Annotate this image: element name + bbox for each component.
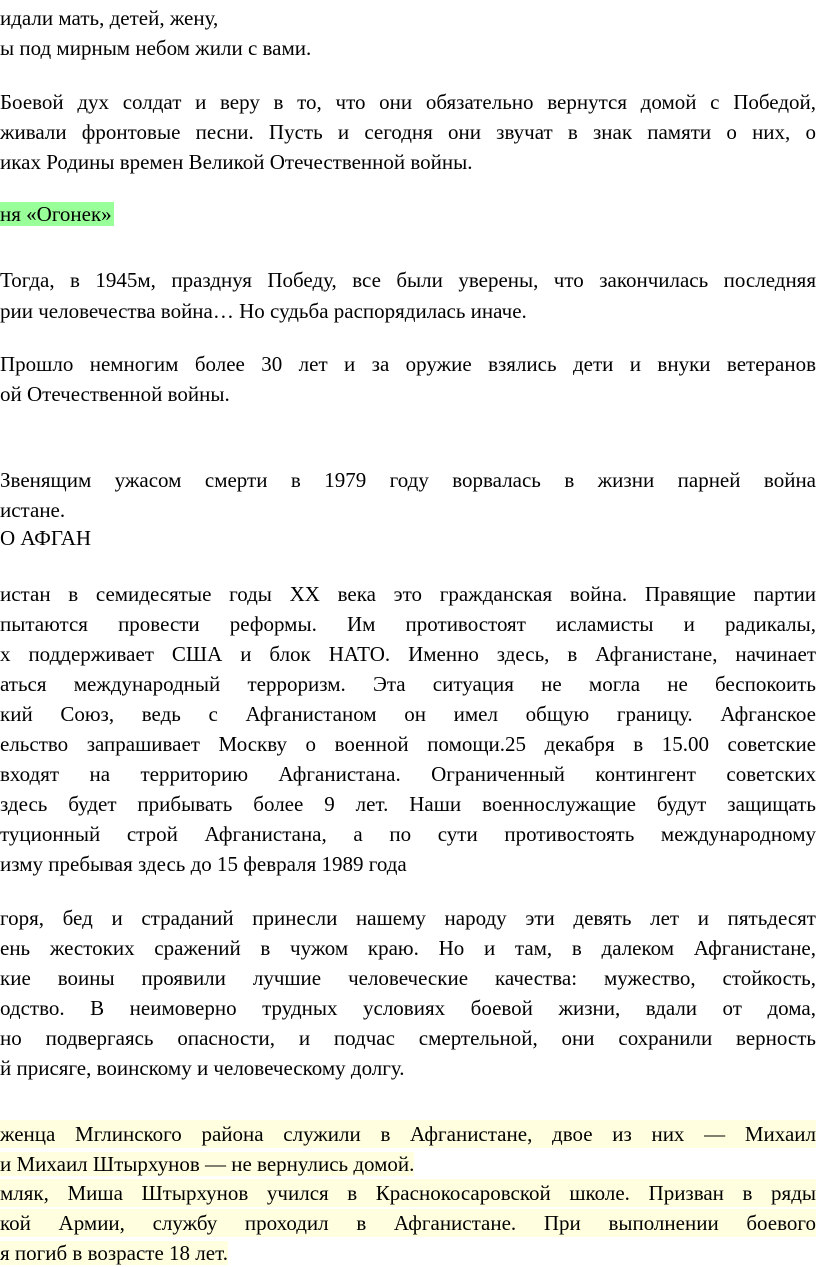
text-line-content: й присяге, воинскому и человеческому долгу. bbox=[0, 1056, 405, 1080]
text-line bbox=[0, 350, 816, 378]
text-line bbox=[0, 964, 816, 992]
text-line-content: Прошло немногим более 30 лет и за оружие взялись дети и внуки ветеранов bbox=[0, 352, 816, 376]
text-line-content: входят на территорию Афганистана. Ограниченный контингент советских bbox=[0, 762, 816, 786]
text-line-content: ы под мирным небом жили с вами. bbox=[0, 36, 312, 60]
text-line-content: кий Союз, ведь с Афганистаном он имел общую границу. Афганское bbox=[0, 702, 816, 726]
text-line bbox=[0, 580, 816, 608]
text-line bbox=[0, 1179, 816, 1207]
text-line bbox=[0, 904, 816, 932]
text-line bbox=[0, 1054, 816, 1082]
text-line bbox=[0, 790, 816, 818]
text-line bbox=[0, 850, 816, 878]
text-line bbox=[0, 466, 816, 494]
text-line-content: одство. В неимоверно трудных условиях боевой жизни, вдали от дома, bbox=[0, 996, 816, 1020]
text-line-content: кие воины проявили лучшие человеческие качества: мужество, стойкость, bbox=[0, 966, 816, 990]
text-line-content: х поддерживает США и блок НАТО. Именно здесь, в Афганистане, начинает bbox=[0, 642, 816, 666]
text-line bbox=[0, 670, 816, 698]
text-line bbox=[0, 610, 816, 638]
text-line-content: я погиб в возрасте 18 лет. bbox=[0, 1241, 228, 1265]
text-line-content: Боевой дух солдат и веру в то, что они обязательно вернутся домой с Победой, bbox=[0, 90, 816, 114]
text-line-content: живали фронтовые песни. Пусть и сегодня они звучат в знак памяти о них, о bbox=[0, 120, 816, 144]
text-line bbox=[0, 1120, 816, 1148]
text-line-content: ня «Огонек» bbox=[0, 202, 112, 226]
text-line-content: изму пребывая здесь до 15 февраля 1989 года bbox=[0, 852, 407, 876]
text-line bbox=[0, 148, 816, 176]
text-line-content: идали мать, детей, жену, bbox=[0, 6, 219, 30]
text-line bbox=[0, 820, 816, 848]
text-line-content: Звенящим ужасом смерти в 1979 году ворвалась в жизни парней война bbox=[0, 468, 816, 492]
text-line-content: женца Мглинского района служили в Афганистане, двое из них — Михаил bbox=[0, 1122, 816, 1146]
text-line bbox=[0, 118, 816, 146]
text-line-content: аться международный терроризм. Эта ситуация не могла не беспокоить bbox=[0, 672, 816, 696]
text-line bbox=[0, 760, 816, 788]
text-line bbox=[0, 524, 816, 552]
text-line-content: мляк, Миша Штырхунов учился в Краснокосаровской школе. Призван в ряды bbox=[0, 1181, 816, 1205]
text-line-content: здесь будет прибывать более 9 лет. Наши военнослужащие будут защищать bbox=[0, 792, 816, 816]
text-line bbox=[0, 297, 816, 325]
text-line bbox=[0, 1209, 816, 1237]
text-line bbox=[0, 934, 816, 962]
text-line bbox=[0, 1024, 816, 1052]
text-line bbox=[0, 88, 816, 116]
text-line-content: и Михаил Штырхунов — не вернулись домой. bbox=[0, 1152, 415, 1176]
text-line bbox=[0, 730, 816, 758]
text-line bbox=[0, 4, 816, 32]
text-line-content: иках Родины времен Великой Отечественной войны. bbox=[0, 150, 473, 174]
text-line-content: Тогда, в 1945м, празднуя Победу, все были уверены, что закончилась последняя bbox=[0, 268, 816, 292]
text-line-content: туционный строй Афганистана, а по сути противостоять международному bbox=[0, 822, 816, 846]
text-line-content: истан в семидесятые годы XX века это гражданская война. Правящие партии bbox=[0, 582, 816, 606]
text-line-content: О АФГАН bbox=[0, 526, 92, 550]
text-line-content: истане. bbox=[0, 498, 66, 522]
text-line-content: кой Армии, службу проходил в Афганистане. При выполнении боевого bbox=[0, 1211, 816, 1235]
text-line-content: пытаются провести реформы. Им противостоят исламисты и радикалы, bbox=[0, 612, 816, 636]
text-line bbox=[0, 380, 816, 408]
text-line bbox=[0, 994, 816, 1022]
text-line bbox=[0, 700, 816, 728]
text-line-content: ень жестоких сражений в чужом краю. Но и там, в далеком Афганистане, bbox=[0, 936, 816, 960]
text-line bbox=[0, 266, 816, 294]
text-line bbox=[0, 640, 816, 668]
text-line-content: ельство запрашивает Москву о военной помощи.25 декабря в 15.00 советские bbox=[0, 732, 816, 756]
text-line-content: ой Отечественной войны. bbox=[0, 382, 230, 406]
text-line bbox=[0, 200, 816, 228]
text-line-content: горя, бед и страданий принесли нашему народу эти девять лет и пятьдесят bbox=[0, 906, 816, 930]
text-line-content: но подвергаясь опасности, и подчас смертельной, они сохранили верность bbox=[0, 1026, 816, 1050]
text-line bbox=[0, 34, 816, 62]
text-line bbox=[0, 1239, 816, 1267]
text-line-content: рии человечества война… Но судьба распорядилась иначе. bbox=[0, 299, 527, 323]
text-line bbox=[0, 1150, 816, 1178]
text-line bbox=[0, 496, 816, 524]
